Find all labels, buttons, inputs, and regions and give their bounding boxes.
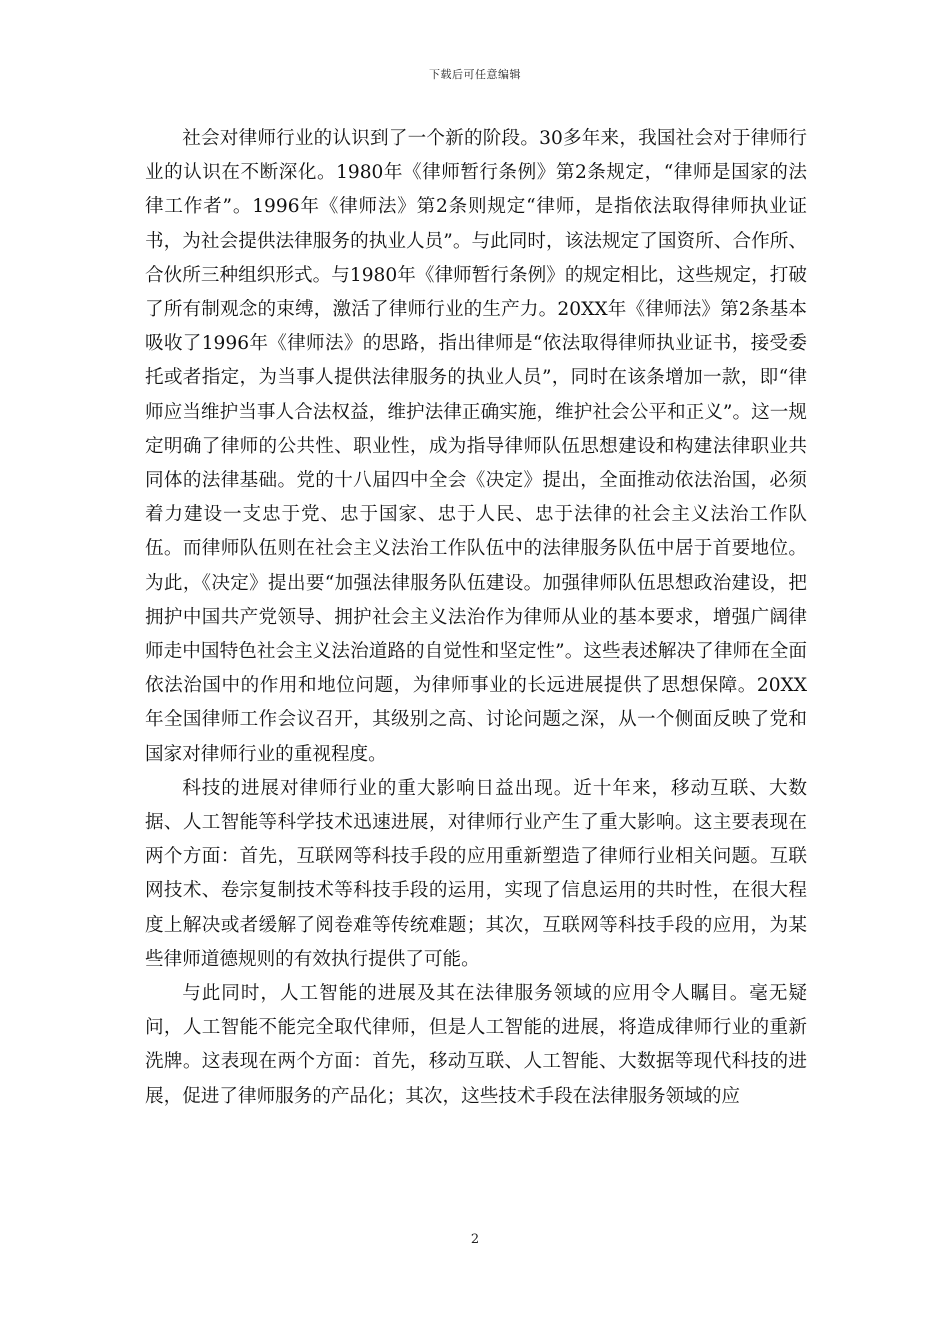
- paragraph-lawyer-recognition: 社会对律师行业的认识到了一个新的阶段。30多年来，我国社会对于律师行业的认识在不断深化。1980年《律师暂行条例》第2条规定，“律师是国家的法律工作者”。1996年《律师法》第2条则规定“律师，是指依法取得律师执业证书，为社会提供法律服务的执业人员”。与此同时，该法规定了国资所、合作所、合伙所三种组织形式。与1980年《律师暂行条例》的规定相比，这些规定，打破了所有制观念的束缚，激活了律师行业的生产力。20XX年《律师法》第2条基本吸收了1996年《律师法》的思路，指出律师是“依法取得律师执业证书，接受委托或者指定，为当事人提供法律服务的执业人员”，同时在该条增加一款，即“律师应当维护当事人合法权益，维护法律正确实施，维护社会公平和正义”。这一规定明确了律师的公共性、职业性，成为指导律师队伍思想建设和构建法律职业共同体的法律基础。党的十八届四中全会《决定》提出，全面推动依法治国，必须着力建设一支忠于党、忠于国家、忠于人民、忠于法律的社会主义法治工作队伍。而律师队伍则在社会主义法治工作队伍中的法律服务队伍中居于首要地位。为此，《决定》提出要“加强法律服务队伍建设。加强律师队伍思想政治建设，把拥护中国共产党领导、拥护社会主义法治作为律师从业的基本要求，增强广阔律师走中国特色社会主义法治道路的自觉性和坚定性”。这些表述解决了律师在全面依法治国中的作用和地位问题，为律师事业的长远进展提供了思想保障。20XX年全国律师工作会议召开，其级别之高、讨论问题之深，从一个侧面反映了党和国家对律师行业的重视程度。: [145, 128, 807, 765]
- page-header-note: 下载后可任意编辑: [429, 68, 521, 81]
- paragraph-technology-impact: 科技的进展对律师行业的重大影响日益出现。近十年来，移动互联、大数据、人工智能等科学技术迅速进展，对律师行业产生了重大影响。这主要表现在两个方面：首先，互联网等科技手段的应用重新塑造了律师行业相关问题。互联网技术、卷宗复制技术等科技手段的运用，实现了信息运用的共时性，在很大程度上解决或者缓解了阅卷难等传统难题；其次，互联网等科技手段的应用，为某些律师道德规则的有效执行提供了可能。: [145, 777, 807, 970]
- document-body: [145, 122, 807, 1114]
- paragraph-artificial-intelligence: 与此同时，人工智能的进展及其在法律服务领域的应用令人瞩目。毫无疑问，人工智能不能完全取代律师，但是人工智能的进展，将造成律师行业的重新洗牌。这表现在两个方面：首先，移动互联、人工智能、大数据等现代科技的进展，促进了律师服务的产品化；其次，这些技术手段在法律服务领域的应: [145, 983, 807, 1107]
- page-number: 2: [470, 1232, 480, 1247]
